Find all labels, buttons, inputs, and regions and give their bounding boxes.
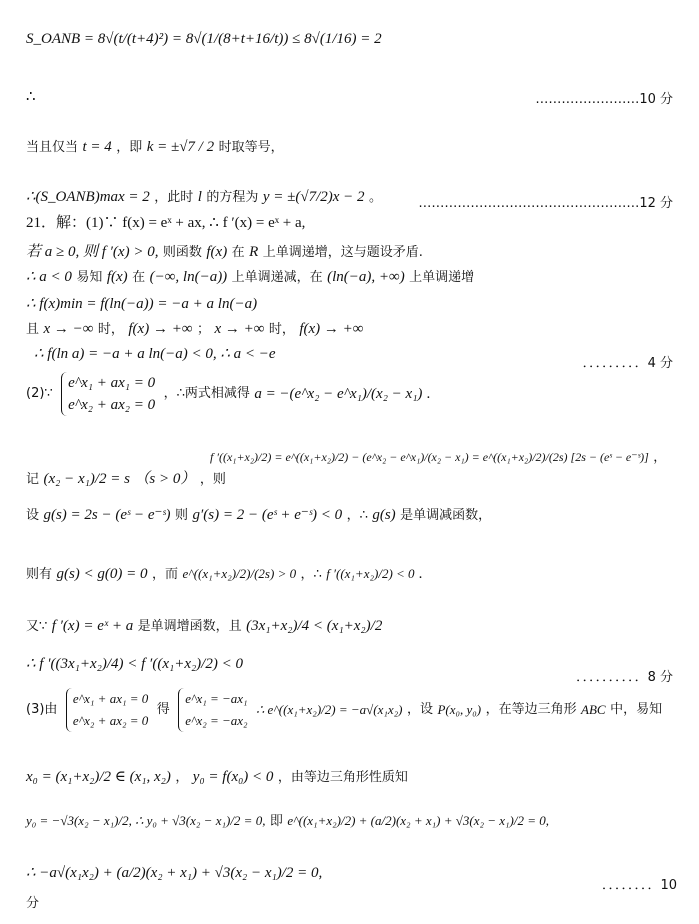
- math-segment: ∴ a < 0: [26, 269, 72, 285]
- math-segment: (−∞, ln(−a)): [149, 269, 228, 285]
- text-segment: 设: [26, 508, 40, 523]
- math-segment: ∴ f(x)min = f(ln(−a)) = −a + a ln(−a): [26, 296, 258, 312]
- monotone-line: [26, 617, 681, 636]
- math-segment: g′(s) = 2 − (eˢ + e⁻ˢ) < 0: [192, 507, 343, 523]
- text-segment: 则: [175, 508, 189, 523]
- score-unit-line: [26, 894, 681, 913]
- g-inequality-line: [26, 565, 681, 584]
- math-segment: ∴ −a√(x₁x₂) + (a/2)(x₂ + x₁) + √3(x₂ − x₁)/2 = 0,: [26, 865, 323, 881]
- score-12: ……………………………………………12 分: [418, 196, 673, 211]
- math-segment: ∴ f(ln a) = −a + a ln(−a) < 0, ∴ a < −e: [34, 346, 276, 362]
- math-segment: k = ±√7 / 2: [146, 139, 215, 155]
- math-segment: g(s) = 2s − (eˢ − e⁻ˢ): [43, 507, 171, 523]
- text-segment: ，即: [116, 140, 143, 155]
- math-segment: (3x₁+x₂)/4 < (x₁+x₂)/2: [246, 618, 383, 634]
- math-segment: ∴ e^((x₁+x₂)/2) = −a√(x₁x₂): [256, 702, 403, 717]
- system-eq-3: e^x₁ = −ax₁: [185, 691, 248, 706]
- substitution-line: [26, 470, 681, 489]
- math-segment: g(s) < g(0) = 0: [56, 566, 148, 582]
- text-segment: 。: [368, 190, 382, 205]
- system-eq-4: e^x₂ = −ax₂: [185, 713, 248, 728]
- system-eq-2: e^x₂ + ax₂ = 0: [72, 713, 149, 728]
- limits-line: [26, 320, 681, 339]
- text-segment: ；: [196, 322, 210, 337]
- math-segment: .: [426, 386, 431, 402]
- math-segment: x₀ = (x₁+x₂)/2 ∈ (x₁, x₂): [26, 769, 171, 785]
- math-segment: ABC: [581, 702, 606, 717]
- triangle-property-line: [26, 812, 681, 831]
- text-segment: 当且仅当: [26, 140, 79, 155]
- g-function-line: [26, 506, 681, 525]
- final-equation-line: [26, 864, 681, 882]
- math-segment: 若 a ≥ 0, 则 f ′(x) > 0,: [26, 244, 159, 260]
- math-segment: e^((x₁+x₂)/2)/(2s) > 0: [182, 566, 297, 581]
- math-segment: 21．解：(1)∵ f(x) = eˣ + ax, ∴ f ′(x) = eˣ + a,: [26, 215, 306, 231]
- text-segment: 易知: [76, 270, 103, 285]
- equality-condition-line: [26, 138, 681, 157]
- math-segment: ∴ f ′((3x₁+x₂)/4) < f ′((x₁+x₂)/2) < 0: [26, 656, 243, 672]
- point-p-line: [26, 768, 681, 787]
- text-segment: (3)由: [26, 702, 58, 717]
- math-segment: x → +∞: [214, 321, 265, 337]
- equation-system: [66, 688, 148, 732]
- math-segment: g(s): [372, 507, 396, 523]
- text-segment: ，设: [406, 702, 433, 717]
- math-segment: y₀ = −√3(x₂ − x₁)/2, ∴ y₀ + √3(x₂ − x₁)/2 = 0,: [26, 813, 266, 828]
- score-10-final: ．．．．．．．．10: [601, 878, 677, 893]
- system-eq-2: e^x₂ + ax₂ = 0: [68, 397, 156, 413]
- text-segment: ，而: [151, 567, 178, 582]
- math-segment: ∴(S_OANB)max = 2: [26, 189, 150, 205]
- text-segment: 是单调增函数，且: [137, 619, 242, 634]
- equation-system: [61, 372, 155, 416]
- math-segment: f(x): [206, 244, 228, 260]
- math-segment: (ln(−a), +∞): [327, 269, 405, 285]
- text-segment: 在: [231, 245, 245, 260]
- equation-text: S_OANB = 8√(t/(t+4)²) = 8√(1/(8+t+16/t)) ≤ 8√(1/16) = 2: [26, 31, 382, 47]
- equation-system: [178, 688, 247, 732]
- system-eq-1: e^x₁ + ax₁ = 0: [72, 691, 149, 706]
- text-segment: ，∴两式相减得: [163, 386, 250, 401]
- math-segment: .: [419, 566, 423, 582]
- score-10: ……………………10 分: [535, 92, 673, 107]
- text-segment: ，则: [199, 472, 226, 487]
- text-segment: (2)∵: [26, 386, 53, 401]
- math-segment: a = −(e^x₂ − e^x₁)/(x₂ − x₁): [254, 386, 423, 402]
- text-segment: 时取等号，: [218, 140, 284, 155]
- math-segment: R: [249, 244, 259, 260]
- math-segment: t = 4: [82, 139, 112, 155]
- text-segment: 上单调递减，在: [231, 270, 323, 285]
- text-segment: ，∴: [346, 508, 368, 523]
- text-segment: 又∵: [26, 619, 48, 634]
- case-a-negative: [26, 268, 681, 287]
- text-segment: 则函数: [162, 245, 202, 260]
- text-segment: ，此时: [154, 190, 194, 205]
- text-segment: ，∴: [300, 567, 322, 582]
- math-segment: f(x): [106, 269, 128, 285]
- text-segment: ，在等边三角形: [485, 702, 577, 717]
- text-segment: ，: [653, 450, 667, 465]
- math-segment: f ′((x₁+x₂)/2) < 0: [326, 566, 415, 581]
- math-segment: y = ±(√7/2)x − 2: [262, 189, 365, 205]
- text-segment: ，由等边三角形性质知: [277, 770, 408, 785]
- text-segment: ，: [175, 770, 189, 785]
- text-segment: 分: [26, 896, 40, 911]
- therefore-symbol: ∴: [26, 89, 36, 105]
- text-segment: 且: [26, 322, 40, 337]
- text-segment: 记: [26, 472, 40, 487]
- problem-21-start: [26, 214, 681, 232]
- case-a-nonneg: [26, 243, 681, 262]
- math-segment: （s > 0）: [134, 471, 196, 487]
- math-segment: f ′((x₁+x₂)/2) = e^((x₁+x₂)/2) − (e^x₂ − e^x₁)/(x₂ − x₁) = e^((x₁+x₂)/2)/(2s) [2s − (eˢ − e⁻ˢ)]: [210, 450, 649, 464]
- text-segment: 中，易知: [610, 702, 663, 717]
- text-segment: 是单调减函数，: [400, 508, 492, 523]
- part3-system-line: [26, 688, 681, 738]
- text-segment: 得: [156, 702, 170, 717]
- math-segment: f ′(x) = eˣ + a: [51, 618, 134, 634]
- text-segment: 即: [269, 814, 283, 829]
- math-segment: (x₂ − x₁)/2 = s: [43, 471, 130, 487]
- math-segment: P(x₀, y₀): [437, 702, 482, 717]
- math-segment: l: [197, 189, 202, 205]
- equation-area-bound: [26, 30, 681, 48]
- score-8: ．．．．．．．．．．8 分: [576, 670, 673, 685]
- text-segment: 上单调递增: [409, 270, 475, 285]
- system-eq-1: e^x₁ + ax₁ = 0: [68, 375, 156, 391]
- min-value-line: [26, 295, 681, 313]
- text-segment: 时，: [268, 322, 295, 337]
- math-segment: y₀ = f(x₀) < 0: [192, 769, 274, 785]
- text-segment: 在: [132, 270, 146, 285]
- text-segment: 时，: [97, 322, 124, 337]
- derivative-expression: [210, 448, 685, 467]
- part2-system-line: [26, 372, 681, 422]
- math-segment: e^((x₁+x₂)/2) + (a/2)(x₂ + x₁) + √3(x₂ − x₁)/2 = 0,: [287, 813, 550, 828]
- text-segment: 的方程为: [206, 190, 259, 205]
- math-segment: f(x) → +∞: [299, 321, 364, 337]
- math-segment: f(x) → +∞: [128, 321, 193, 337]
- math-segment: x → −∞: [43, 321, 94, 337]
- text-segment: 则有: [26, 567, 53, 582]
- text-segment: 上单调递增，这与题设矛盾.: [262, 245, 423, 260]
- score-4: ．．．．．．．．．4 分: [582, 356, 673, 371]
